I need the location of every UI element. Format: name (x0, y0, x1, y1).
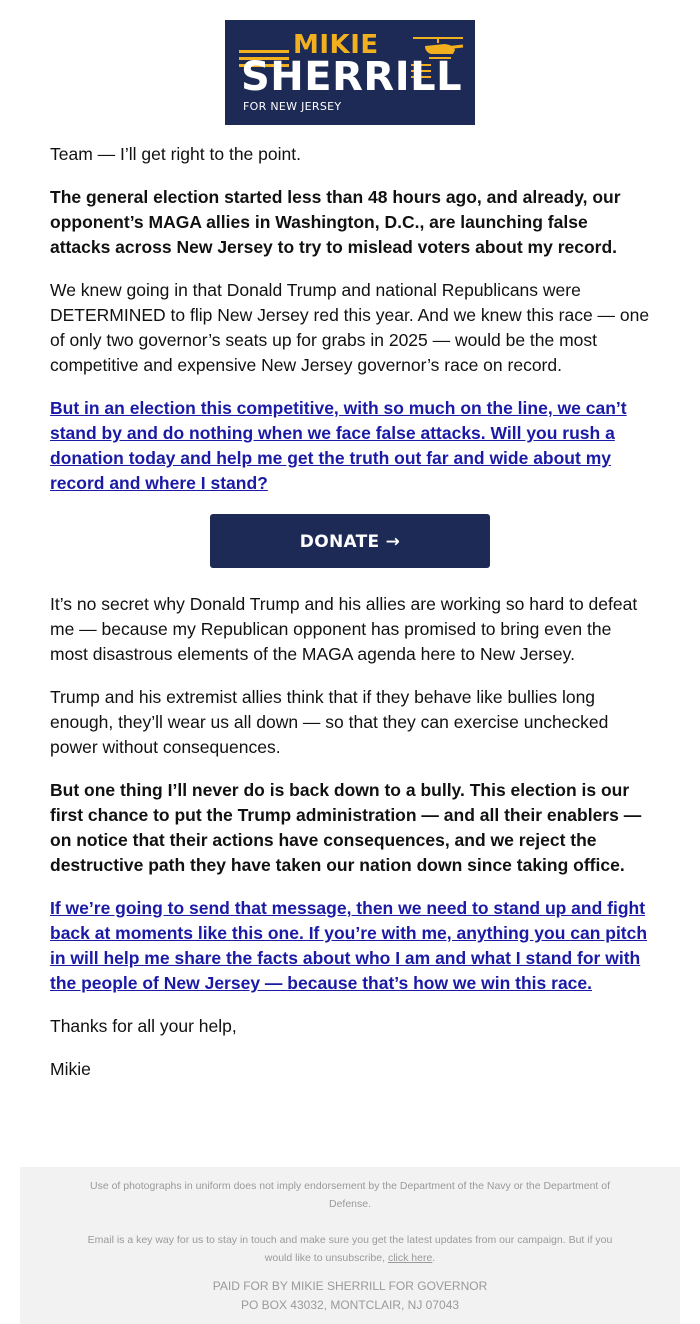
greeting: Team — I’ll get right to the point. (50, 144, 301, 164)
helicopter-icon (411, 34, 465, 64)
donate-button[interactable]: DONATE → (210, 514, 490, 568)
paragraph-2: We knew going in that Donald Trump and national Republicans were DETERMINED to flip New Jersey red this year. And we knew this race — one of only two governor’s seats up for grabs in 2025 — would be the most competitive and expensive New Jersey governor’s race on record. (50, 280, 650, 375)
bold-paragraph-1: The general election started less than 48 hours ago, and already, our opponent’s MAGA allies in Washington, D.C., are launching false attacks across New Jersey to try to mislead voters about my record. (50, 187, 621, 257)
logo-tagline: FOR NEW JERSEY (243, 100, 342, 113)
email-unsubscribe-note (80, 1231, 620, 1267)
logo-first-name: MIKIE (293, 30, 379, 60)
signature: Mikie (50, 1059, 91, 1079)
paragraph-5: Trump and his extremist allies think that if they behave like bullies long enough, they’ll wear us all down — so that they can exercise unchecked power without consequences. (50, 687, 609, 757)
paid-for-line: PAID FOR BY MIKIE SHERRILL FOR GOVERNOR (212, 1279, 488, 1293)
logo-last-name: SHERRILL (241, 54, 463, 100)
period: . (432, 1252, 436, 1264)
email-body (50, 142, 650, 1100)
uniform-disclaimer: Use of photographs in uniform does not imply endorsement by the Department of the Navy or the Department of Defense. (89, 1180, 611, 1210)
donation-link-2[interactable]: If we’re going to send that message, then we need to stand up and fight back at moments like this one. If you’re with me, anything you can pitch in will help me share the facts about who I am and what I stand for with the people of New Jersey — because that’s how we win this race. (50, 898, 648, 993)
bold-paragraph-6: But one thing I’ll never do is back down to a bully. This election is our first chance to put the Trump administration — and all their enablers — on notice that their actions have consequences, and we reject the destructive path they have taken our nation down since taking office. (50, 780, 642, 875)
thanks-line: Thanks for all your help, (50, 1016, 237, 1036)
donate-button-wrap (50, 514, 650, 568)
paragraph-4: It’s no secret why Donald Trump and his allies are working so hard to defeat me — because my Republican opponent has promised to bring even the most disastrous elements of the MAGA agenda here to New Jersey. (50, 594, 638, 664)
unsubscribe-link[interactable]: click here (387, 1252, 433, 1264)
mailing-address: PO BOX 43032, MONTCLAIR, NJ 07043 (240, 1298, 460, 1312)
paid-for-notice (20, 1277, 680, 1315)
unsubscribe-note-text: Email is a key way for us to stay in touch and make sure you get the latest updates from our campaign. But if you would like to unsubscribe, (87, 1234, 613, 1264)
email-footer (20, 1167, 680, 1324)
campaign-logo (225, 20, 475, 125)
donation-link-1[interactable]: But in an election this competitive, with so much on the line, we can’t stand by and do nothing when we face false attacks. Will you rush a donation today and help me get the truth out far and wide about my record and where I stand? (50, 398, 627, 493)
